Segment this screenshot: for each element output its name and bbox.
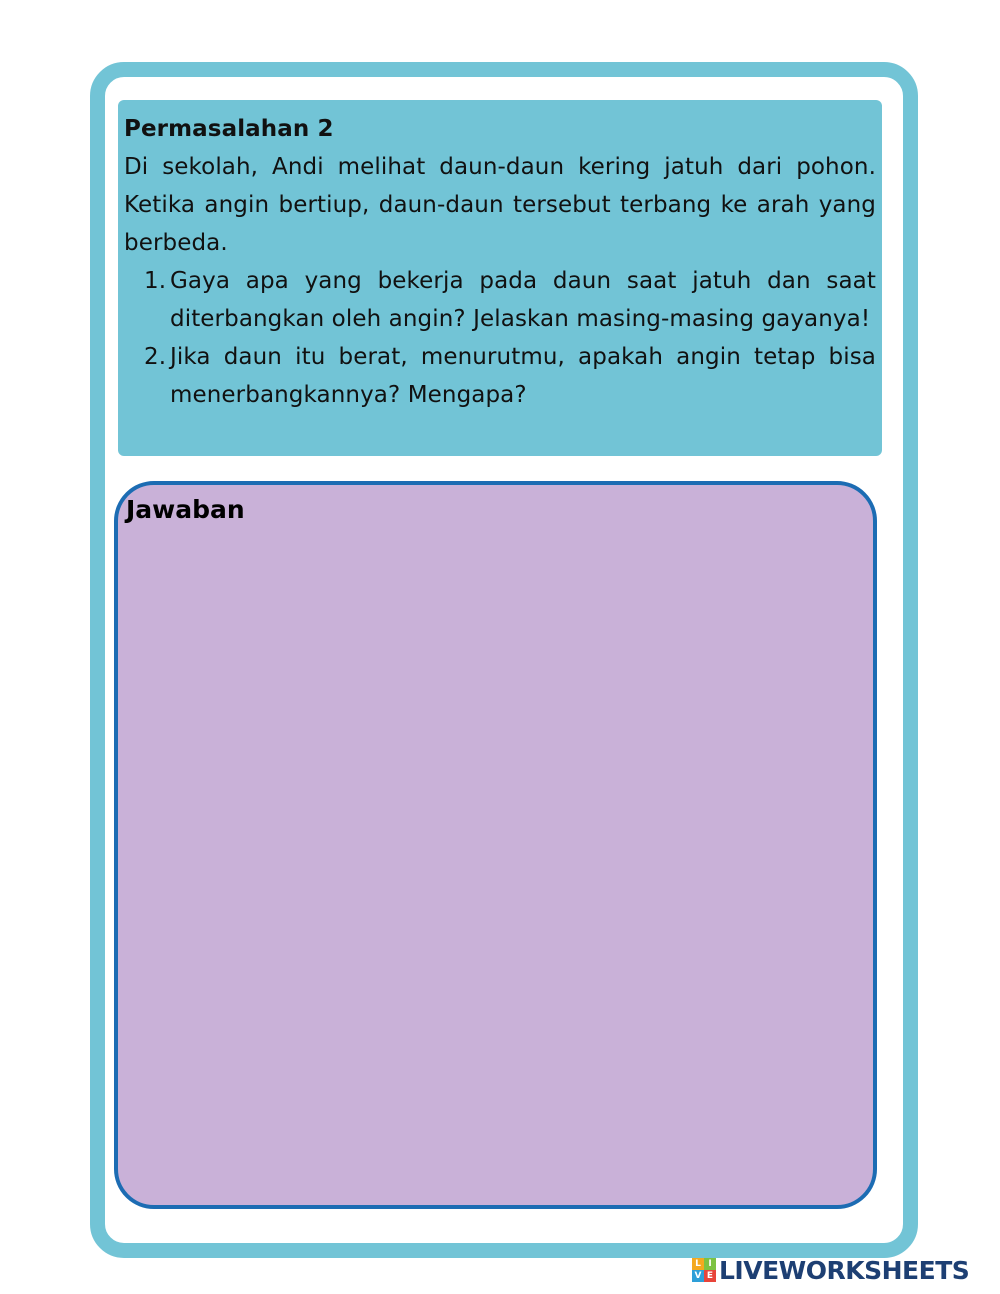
logo-letter-e: E <box>704 1270 716 1282</box>
question-text: Gaya apa yang bekerja pada daun saat jatuh dan saat diterbangkan oleh angin? Jelaskan masing-masing gayanya! <box>170 268 876 332</box>
logo-letter-i: I <box>704 1258 716 1270</box>
problem-body: Di sekolah, Andi melihat daun-daun kering jatuh dari pohon. Ketika angin bertiup, daun-daun tersebut terbang ke arah yang berbeda. <box>124 154 876 256</box>
brand-text: LIVEWORKSHEETS <box>719 1255 970 1285</box>
question-number: 1. <box>144 268 167 294</box>
question-list <box>124 262 876 414</box>
answer-title: Jawaban <box>126 495 245 524</box>
answer-area[interactable] <box>114 481 877 1209</box>
question-item-2 <box>124 338 876 414</box>
problem-title: Permasalahan 2 <box>124 116 334 142</box>
logo-letter-l: L <box>692 1258 704 1270</box>
problem-box <box>118 100 882 456</box>
liveworksheets-logo-icon <box>692 1258 716 1282</box>
logo-letter-v: V <box>692 1270 704 1282</box>
question-item-1 <box>124 262 876 338</box>
question-text: Jika daun itu berat, menurutmu, apakah angin tetap bisa menerbangkannya? Mengapa? <box>170 344 876 408</box>
liveworksheets-brand <box>692 1256 969 1284</box>
question-number: 2. <box>144 344 167 370</box>
